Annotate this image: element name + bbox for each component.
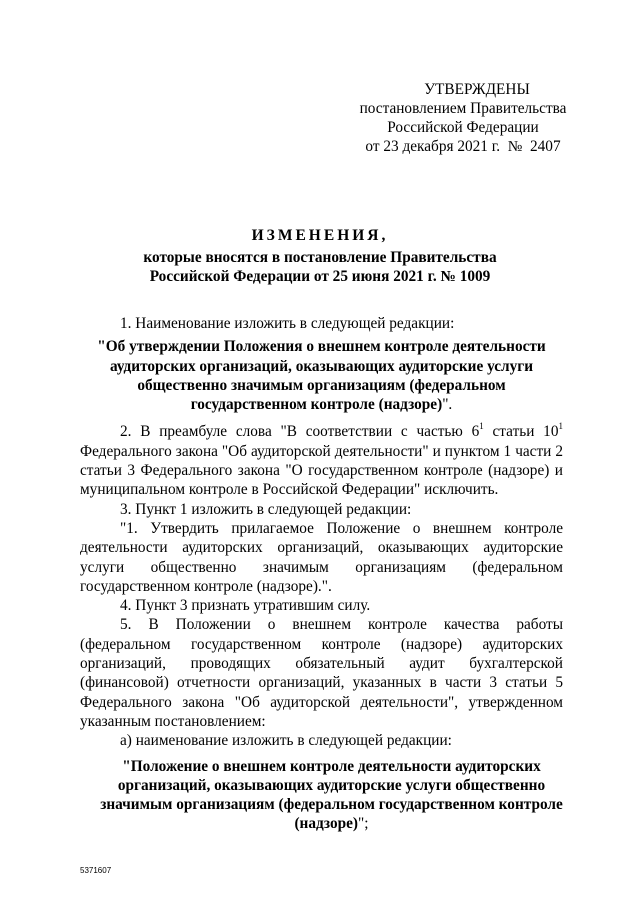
quote-2-text: "Положение о внешнем контроле деятельности аудиторских организаций, оказывающих аудиторские услуги общественно значимым организациям (федеральном государственном контроле (надзоре) <box>100 757 563 833</box>
document-body <box>80 314 563 834</box>
paragraph-3: 3. Пункт 1 изложить в следующей редакции: <box>120 500 412 518</box>
footer-document-code: 5371607 <box>80 866 112 875</box>
document-title-block <box>80 226 560 286</box>
paragraph-4: 4. Пункт 3 признать утратившим силу. <box>120 597 371 615</box>
quote-2-end: "; <box>358 815 369 833</box>
paragraph-1-quote <box>80 337 563 414</box>
paragraph-5: 5. В Положении о внешнем контроле качества работы (федеральном государственном контроле (надзоре) аудиторских организаций, проводящих обязательный аудит бухгалтерской (финансовой) отчетности организаций, указанных в части 3 статьи 5 Федерального закона "Об аудиторской деятельности", утвержденном указанным постановлением: <box>80 616 563 730</box>
paragraph-5a: а) наименование изложить в следующей редакции: <box>120 732 452 750</box>
paragraph-2-part-c: Федерального закона "Об аудиторской деятельности" и пунктом 1 части 2 статьи 3 Федерального закона "О государственном контроле (надзоре) и муниципальном контроле в Российской Федерации" исключить. <box>80 442 563 499</box>
paragraph-2 <box>80 422 563 499</box>
approval-line-date-number: от 23 декабря 2021 г. № 2407 <box>365 138 561 155</box>
paragraph-3-quote: "1. Утвердить прилагаемое Положение о внешнем контроле деятельности аудиторских организаций, оказывающих аудиторские услуги общественно значимым организациям (федеральном государственном контроле (надзоре).". <box>80 519 563 595</box>
superscript-1: 1 <box>479 421 484 432</box>
document-title: ИЗМЕНЕНИЯ, <box>251 227 389 244</box>
paragraph-1: 1. Наименование изложить в следующей редакции: <box>120 315 455 332</box>
approval-line-government: Российской Федерации <box>387 119 539 136</box>
approval-stamp <box>348 80 578 156</box>
approval-title: УТВЕРЖДЕНЫ <box>424 81 530 98</box>
paragraph-2-part-b: статьи 10 <box>483 423 559 441</box>
superscript-2: 1 <box>558 421 563 432</box>
document-subtitle <box>80 248 560 286</box>
subtitle-line-2: Российской Федерации от 25 июня 2021 г. № 1009 <box>149 268 491 286</box>
paragraph-2-part-a: 2. В преамбуле слова "В соответствии с частью 6 <box>120 423 480 441</box>
subtitle-line-1: которые вносятся в постановление Правительства <box>143 249 497 267</box>
quote-1-end: ". <box>442 396 453 414</box>
approval-line-decree: постановлением Правительства <box>359 100 567 117</box>
paragraph-5a-quote <box>80 757 563 834</box>
quote-1-text: "Об утверждении Положения о внешнем контроле деятельности аудиторских организаций, оказывающих аудиторские услуги общественно значимым организациям (федеральном государственном контроле (надзоре) <box>97 338 546 414</box>
